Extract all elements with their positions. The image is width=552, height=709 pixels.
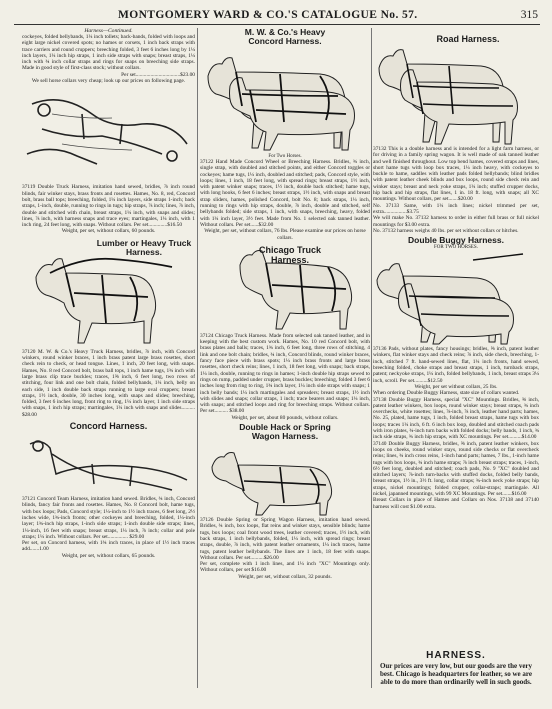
- chicago-truck-figure: [200, 241, 370, 333]
- collar-note: We sell horse collars very cheap; look up our prices on following page.: [31, 78, 186, 85]
- item-37126-weight: Weight, per set, without collars, 32 pounds.: [238, 573, 332, 580]
- concord-heavy-heading-b: Concord Harness.: [248, 36, 322, 46]
- road-heading: Road Harness.: [436, 34, 500, 44]
- item-37119-weight: Weight, per set, without collars, 60 pounds.: [61, 228, 156, 235]
- concord-heavy-heading-a: M. W. & Co.'s Heavy: [244, 27, 326, 37]
- item-37136-description: 37136 Pads, without plates, fancy housings; bridles, ⅝ inch, patent leather winkers, flat winker stays and check reins; ⅞ inch, side check, breeching, 1-inch, stitched 7 ft. hand-sewed lines, flat, 1¼ inch fronts, hand sewed, breeching folded, choke straps and breast straps, 1 inch, turnback straps, patent; neckyoke straps, 1¼ inch, folded bellybands, 1 inch, breast straps 3¼ inch, scroll. Per set..........$12.50: [373, 346, 539, 384]
- hack-heading-b: Wagon Harness.: [251, 431, 319, 442]
- concord-heavy-illustration: [200, 46, 370, 154]
- item-37136-weight: Weight, per set without collars, 25 lbs.: [414, 383, 498, 390]
- road-harness-figure: [373, 28, 539, 146]
- lumber-harness-figure: [22, 237, 195, 349]
- harness-banner-title: HARNESS.: [426, 650, 486, 661]
- item-37126-extra: Per set, complete with 1 inch lines, and 1¼ inch "XC" Mountings only. Without collars, per set $16.00: [200, 561, 370, 574]
- column-middle: [200, 28, 370, 580]
- chicago-truck-heading: Chicago Truck Harness.: [258, 244, 321, 265]
- header-rule: [14, 24, 540, 25]
- item-37122-description: 37122 Hand Made Concord Wheel or Breeching Harness. Bridles, ¾ inch, single strap, with doubled and stitched points, and either Concord toggles or cockeyes; hame tugs, 1¼ inch, doubled and stitched; pads, Concord style, with loops; lines, 1 inch, 18 feet long, with spread rings; breast straps, 1½ inch, with patent winker snaps; traces, 1½ inch, double back stitched; hame tugs, with long hooks, 6 feet 6 inches; breast straps, 1½ inch, with snaps and breast strap sliders, hames, polished Concord, bolt No. 8; back straps, 1¼ inch, running to rings with hip straps, double, ⅞ inch, double and stitched, self bellybands folded; side straps, 1 inch, with snaps, breeching, heavy, folded with 1¼ inch layer, 3½ feet. Made from No. 1 selected oak tanned leather. Without collars. Per set......$32.00: [200, 159, 370, 228]
- item-37140-description: 37140 Double Buggy Harness, bridles, ⅝ inch, patent leather winkers, box loops on cheeks, round winker stays, round side checks or flat overcheck reins; lines, ¾ inch cross reins, 1-inch hand parts; hames, 7 lbs., 1-inch hame tugs with box loops, ¾ inch hame straps; ⅞ inch breast straps; traces, 1-inch, 6½ feet long, doubled and stitched; coach pads, No. 9 "XC" doubled and stitched layers; ⅞-inch turn-backs with stuffed docks, folded belly bands, breast straps, 1½ in., 3½ ft. long, collar straps; ¾-inch neck yoke straps; hip straps, nickel mountings; folded crupper, collar-straps; martingale. All nickel, japanned mountings, with 99 XC Mountings. Per set.......$16.00: [373, 440, 539, 497]
- hack-heading-a: Double Hack or Spring: [239, 422, 331, 433]
- concord-harness-illustration: [22, 434, 195, 496]
- item-37132-weight: No. 37132 harness weighs 40 lbs. per set without collars or hitches.: [373, 227, 519, 234]
- buggy-caption: FOR TWO HORSES.: [434, 245, 478, 251]
- truck-harness-illustration: [22, 84, 195, 184]
- buggy-heading: Double Buggy Harness.: [408, 235, 504, 246]
- page-number: 315: [520, 9, 538, 21]
- catalogue-title: MONTGOMERY WARD & CO.'S CATALOGUE No. 57.: [118, 9, 418, 21]
- item-37126-description: 37126 Double Spring or Spring Wagon Harness, imitation hand sewed. Bridles, ¾ inch, box loops, flat reins and winker stays, sensible blinds; hame tugs, box loops; coal front wood trees, leather covered; traces, 1½ inch, with back straps, 1 inch bellybands, folded, 1¼ inch, with spread rings; breast straps, double, ⅞ inch, with patent leather ornaments, 1¼ inch traces, hame tugs, patent leather bellybands. The lines are 1 inch, 18 feet with snaps. Without collars. Per set..........$26.00: [200, 517, 370, 561]
- page-header: [0, 9, 552, 23]
- harness-banner: [373, 646, 539, 686]
- item-37124-weight: Weight, per set, about 80 pounds, without collars.: [231, 414, 339, 421]
- item-37121-description: 37121 Concord Team Harness, imitation hand sewed. Bridles, ¾ inch, Concord blinds, fancy fair fronts and rosettes. Hames, No. 8 Concord bolt, hame tugs, with box loops; Pads, Concord style; 1¼-inch to 1½ inch traces, 6 feet long, 2½ inches wide, 1¾-inch fronts; other cockeyes and breeching, folded, 1¼-inch layer; 1¾-inch hip straps, 1-inch side straps; 1-inch double side straps; lines, 1¼-inch, 16 feet with snaps; breast straps, 1¼ inch, ⅞ inch; collar and pole straps; 1¼ inch. Without collars. Per set............... $29.00: [22, 496, 195, 540]
- harness-banner-text: Our prices are very low, but our goods are the very best. Chicago is headquarters for leather, so we are able to do more than ordinarily well in such goods.: [379, 662, 533, 686]
- item-37119-description: 37119 Double Truck Harness, imitation hand sewed, bridles, ⅞ inch round blinds, fair winker stays, brass fronts and rosettes. Hames, No. 8, red, Concord bolt, brass ball tops; breeching, folded, 1¼ inch layers, side straps 1-inch; back straps, 1-inch, double, running to rings in tugs; hip straps, ⅞ inch; lines, ⅞ inch, double and stitched with chain, breast straps, 1¼ inch, with snaps and slides; lines, ⅞ inch, with harness snaps and trace eyes; martingales, 1¼ inch, with 1 inch ring, 24 feet long, with snaps. Without collars. Per set..............$16.50: [22, 184, 195, 229]
- continued-description: cockeyes, folded bellybands, 1¼ inch tollets; back-bands, folded with loops and eight large nickel covered spots; no hames or corsets, 1 inch back straps with trace carriers and round cruppers; breeching folded, 3 feet 6 inches long by 1¼ inch layers, 1¼ inch hip straps, 1 inch side straps with snaps; breast straps, 1¼ inch with ¾ inch collar straps and rings for snaps on breeching side straps. Made in good style of first-class stock; without collars.: [22, 34, 195, 72]
- breast-collar-note: Breast Collars in place of Hames and Collars on Nos. 37138 and 37140 harness will cost $1.00 extra.: [373, 497, 539, 510]
- column-divider-2: [371, 28, 372, 688]
- item-37121-weight: Weight, per set, without collars, 65 pounds.: [61, 552, 156, 559]
- column-left: [22, 28, 195, 559]
- concord-heavy-caption: For Two Horses.: [268, 154, 302, 159]
- item-37133-extra: No. 37133 Same, with 1¼ inch lines; nickel trimmed per set, extra.................$3.75: [373, 202, 539, 215]
- item-37138-description: 37138 Double Buggy Harness, special "XC" Mountings. Bridles, ⅝ inch, patent leather winkers, box loops, round winker stays; breast straps, ¾ inch overchecks, white rosettes; lines, ⅞-inch, ⅞ inch, leather hand parts; hames, No. 25, plated, hame tugs, 1 inch, folded breast straps, hame tugs with box loops; traces 1¼ inch, 6 ft. 6 inch box loop, doubled and stitched coach pads with iron plates, ¾-inch turn backs with folded docks; belly bands, 1 inch, ¾ inch side straps, ¾ inch hip straps, with XC mountings. Per set..........$14.00: [373, 396, 539, 441]
- continued-heading: Harness—Continued.: [84, 28, 133, 34]
- double-buggy-illustration: [373, 250, 539, 346]
- item-37132-description: 37132 This is a double harness and is intended for a light farm harness, or for driving in a family spring wagon. It is well made of oak tanned leather and well finished throughout. Low top bend hames, covered straps and lines, short hame tugs with loop box traces, 1¼ inch heavy, with cockeyes to buckle to hame, saddles with leather pads folded bellybands; blind bridles with patent leather cheek blinds and box loops, round side check rein and winker stays; breast and neck yoke straps, 1¼ inch; stuffed crupper docks, hip back and hip straps, flat lines, 1 in. 18 ft. long, with snaps; all XC mountings. Without collars, per set.......$20.00: [373, 146, 539, 203]
- item-37136-note: When ordering Double Buggy Harness, state size of collars wanted.: [373, 390, 520, 397]
- lumber-heading: Lumber or Heavy Truck Harness.: [96, 237, 192, 257]
- item-37120-description: 37120 M. W. & Co.'s Heavy Truck Harness, bridles, ⅞ inch, with Concord winkers, round winker braces, 1 inch brass patent large brass rosettes, short check rein to check, or head tongue. Lines, 1 inch, 20 feet long, with snaps. Hames, No. 8 red Concord bolt, brass ball tops, 1 inch hame tugs, 1¾ inch with large brass clip trace buckles; traces, 1⅝ inch, 6 feet long, two rows of stitching, four link and one bolt chain, folded bellybands, 1¼ inch, belly on each side, 1 inch double back straps running to large oval cruppers; breast straps, 1½ inch, double, 30 inches long, with snaps and slides; breeching, folded, 3 feet 6 inches long, front ring to ring, 1¼ inch layer, 1 inch side straps with snaps, 1 inch hip straps; martingales, 1¼ inch with snaps and slides.......... $28.00: [22, 348, 195, 418]
- continued-price: Per set.................................$23.00: [121, 71, 195, 78]
- hack-harness-illustration: [200, 441, 370, 517]
- item-37124-description: 37124 Chicago Truck Harness. Made from selected oak tanned leather, and in keeping with the best custom work. Hames, No. 10 red Concord bolt, with brass plates and balls; traces, 1¾ inch, 6 feet long, three rows of stitching, 4 link and one bolt chain; bridles, ¾ inch, Concord blinds, round winker braces, fancy face piece with brass spots; 1¼ inch brass fronts and large brass rosettes, short check reins; lines, 1 inch, 18 feet long, with snaps; back straps, 1¼ inch, double, running to rings in hames; 1-inch double hip straps sewed to rings on rump, padded under crupper, brass buckles; breeching, folded 3 feet 6 inches long from ring to ring, 1¾ inch layer, 1¼ inch side straps with snaps; 1 inch belly bands; 1¼ inch martingales and spreaders; breast straps, 1½ inch with slides and snaps; collar straps, 1 inch; trace bearers and snaps; 1¼ inch, with snaps; and stitched loops and ring for breeching straps. Without collars. Per set.......... $38.00: [200, 332, 370, 415]
- item-37121-extra: Per set, on Concord harness, with 1¾ inch traces, in place of 1½ inch traces add.......1.00: [22, 540, 195, 553]
- concord-heading: Concord Harness.: [69, 421, 148, 432]
- item-37122-note: Weight, per set, without collars, 76 lbs. Please examine our prices on horse collars.: [204, 228, 366, 241]
- item-37132-note: We will make No. 37132 harness to order in either full brass or full nickel mountings for $3.00 extra.: [373, 215, 539, 228]
- column-right: [373, 28, 539, 510]
- column-divider-1: [197, 28, 198, 688]
